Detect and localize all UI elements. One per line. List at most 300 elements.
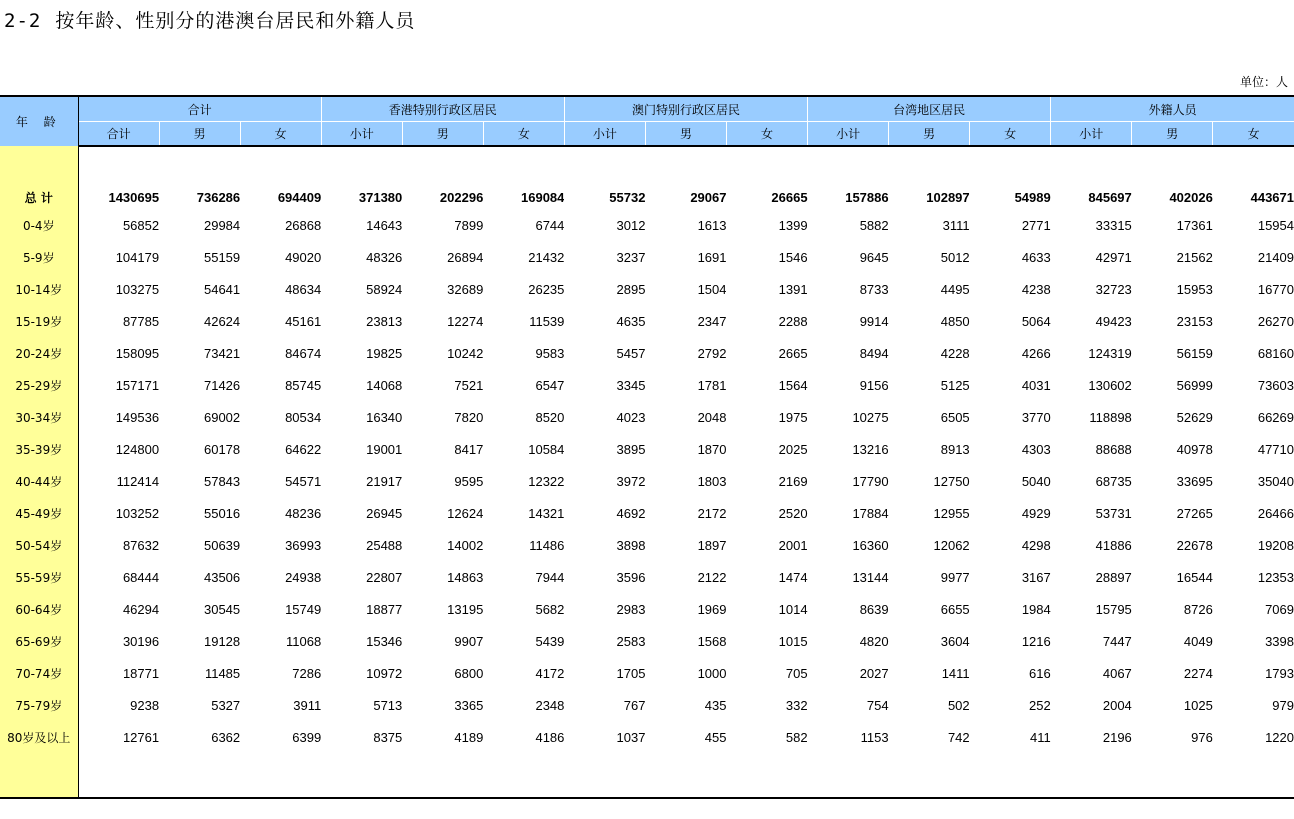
table-cell: 149536	[115, 409, 160, 425]
total-cell: 29067	[690, 189, 727, 205]
table-cell: 10275	[852, 409, 889, 425]
sub-header: 合计	[78, 122, 159, 147]
table-cell: 502	[947, 697, 970, 713]
table-cell: 45161	[285, 313, 322, 329]
table-row	[0, 561, 1294, 593]
group-header-macao: 澳门特别行政区居民	[564, 96, 807, 122]
table-cell: 8417	[454, 441, 484, 457]
table-cell: 1014	[778, 601, 808, 617]
table-cell: 4303	[1021, 441, 1051, 457]
table-cell: 9156	[859, 377, 889, 393]
table-cell: 15346	[366, 633, 403, 649]
table-cell: 435	[704, 697, 727, 713]
table-cell: 332	[785, 697, 808, 713]
table-cell: 1015	[778, 633, 808, 649]
table-cell: 6362	[211, 729, 241, 745]
table-cell: 13144	[852, 569, 889, 585]
table-cell: 4495	[940, 281, 970, 297]
table-cell: 5327	[211, 697, 241, 713]
table-cell: 68735	[1095, 473, 1132, 489]
total-cell: 26665	[771, 189, 808, 205]
age-group-label: 35-39岁	[0, 433, 78, 465]
total-cell: 54989	[1014, 189, 1051, 205]
total-cell: 1430695	[108, 189, 160, 205]
table-cell: 10584	[528, 441, 565, 457]
table-cell: 17790	[852, 473, 889, 489]
table-cell: 9238	[130, 697, 160, 713]
table-row	[0, 433, 1294, 465]
total-cell: 157886	[845, 189, 889, 205]
table-cell: 157171	[115, 377, 160, 393]
table-cell: 50639	[203, 537, 241, 553]
table-cell: 2274	[1183, 665, 1213, 681]
table-cell: 2895	[616, 281, 646, 297]
table-cell: 32689	[447, 281, 484, 297]
table-cell: 754	[866, 697, 889, 713]
table-cell: 3596	[616, 569, 646, 585]
table-cell: 1037	[616, 729, 646, 745]
table-cell: 1153	[860, 729, 889, 745]
sub-header-row	[0, 122, 1294, 147]
table-cell: 7069	[1265, 601, 1294, 617]
table-cell: 5882	[859, 217, 889, 233]
table-cell: 80534	[285, 409, 322, 425]
table-cell: 14863	[447, 569, 484, 585]
table-cell: 4929	[1021, 505, 1051, 521]
table-cell: 8520	[535, 409, 565, 425]
table-cell: 26270	[1257, 313, 1294, 329]
table-cell: 21562	[1176, 249, 1213, 265]
table-row	[0, 465, 1294, 497]
table-cell: 6655	[940, 601, 970, 617]
sub-header: 男	[402, 122, 483, 147]
table-cell: 40978	[1176, 441, 1213, 457]
age-group-label: 65-69岁	[0, 625, 78, 657]
table-cell: 1474	[778, 569, 808, 585]
table-cell: 43506	[203, 569, 241, 585]
table-cell: 3895	[616, 441, 646, 457]
table-cell: 26894	[447, 249, 484, 265]
table-cell: 4298	[1021, 537, 1051, 553]
table-cell: 47710	[1257, 441, 1294, 457]
table-row	[0, 497, 1294, 529]
table-cell: 2665	[778, 345, 808, 361]
table-cell: 49020	[285, 249, 322, 265]
table-cell: 55159	[203, 249, 241, 265]
table-cell: 12353	[1257, 569, 1294, 585]
table-cell: 23813	[366, 313, 403, 329]
table-cell: 56999	[1176, 377, 1213, 393]
table-row	[0, 369, 1294, 401]
table-cell: 19001	[366, 441, 403, 457]
table-cell: 11539	[529, 313, 565, 329]
sub-header: 男	[1132, 122, 1213, 147]
table-title: 按年龄、性别分的港澳台居民和外籍人员	[55, 10, 416, 32]
table-cell: 11485	[204, 665, 241, 681]
table-cell: 103252	[115, 505, 160, 521]
table-cell: 4049	[1183, 633, 1213, 649]
total-cell: 169084	[521, 189, 565, 205]
table-cell: 3604	[940, 633, 970, 649]
age-group-label: 70-74岁	[0, 657, 78, 689]
table-cell: 1025	[1183, 697, 1213, 713]
table-cell: 12322	[528, 473, 565, 489]
total-cell: 202296	[439, 189, 484, 205]
age-group-label: 5-9岁	[0, 241, 78, 273]
table-cell: 3237	[616, 249, 646, 265]
table-cell: 5064	[1021, 313, 1051, 329]
table-cell: 68444	[122, 569, 160, 585]
table-cell: 7521	[454, 377, 484, 393]
table-cell: 58924	[366, 281, 403, 297]
age-group-label: 60-64岁	[0, 593, 78, 625]
table-cell: 2027	[859, 665, 889, 681]
table-cell: 2520	[778, 505, 808, 521]
table-cell: 54571	[285, 473, 322, 489]
table-cell: 9914	[859, 313, 889, 329]
spacer-cell	[78, 146, 1294, 185]
group-header-foreigners: 外籍人员	[1051, 96, 1294, 122]
table-cell: 4820	[859, 633, 889, 649]
table-cell: 2122	[697, 569, 727, 585]
table-cell: 5125	[940, 377, 970, 393]
table-cell: 9977	[940, 569, 970, 585]
table-cell: 4633	[1021, 249, 1051, 265]
table-cell: 27265	[1176, 505, 1213, 521]
table-cell: 3770	[1021, 409, 1051, 425]
table-cell: 42624	[203, 313, 241, 329]
table-row	[0, 209, 1294, 241]
table-cell: 2792	[697, 345, 727, 361]
age-group-label: 40-44岁	[0, 465, 78, 497]
table-cell: 19128	[203, 633, 241, 649]
table-cell: 2048	[697, 409, 727, 425]
table-cell: 55016	[203, 505, 241, 521]
total-cell: 736286	[196, 189, 241, 205]
table-cell: 28897	[1095, 569, 1132, 585]
table-cell: 9907	[454, 633, 484, 649]
table-cell: 24938	[285, 569, 322, 585]
sub-header: 女	[240, 122, 321, 147]
table-cell: 1984	[1021, 601, 1051, 617]
sub-header: 女	[970, 122, 1051, 147]
table-cell: 124800	[115, 441, 160, 457]
age-group-label: 45-49岁	[0, 497, 78, 529]
table-cell: 12274	[447, 313, 484, 329]
table-cell: 12955	[933, 505, 970, 521]
table-cell: 1975	[778, 409, 808, 425]
table-cell: 85745	[285, 377, 322, 393]
table-cell: 1411	[941, 665, 970, 681]
table-cell: 64622	[285, 441, 322, 457]
table-cell: 57843	[203, 473, 241, 489]
table-cell: 19208	[1257, 537, 1294, 553]
table-cell: 4238	[1021, 281, 1051, 297]
table-cell: 1969	[697, 601, 727, 617]
sub-header: 小计	[321, 122, 402, 147]
age-group-label: 75-79岁	[0, 689, 78, 721]
table-cell: 3012	[616, 217, 646, 233]
table-cell: 705	[785, 665, 808, 681]
table-row	[0, 529, 1294, 561]
table-row	[0, 721, 1294, 753]
table-cell: 14002	[447, 537, 484, 553]
sub-header: 女	[483, 122, 564, 147]
table-cell: 1705	[616, 665, 646, 681]
table-cell: 1391	[778, 281, 808, 297]
sub-header: 小计	[564, 122, 645, 147]
table-cell: 17361	[1176, 217, 1213, 233]
table-cell: 4850	[940, 313, 970, 329]
table-cell: 3398	[1265, 633, 1294, 649]
statistics-table	[0, 95, 1294, 799]
table-cell: 2169	[778, 473, 808, 489]
table-cell: 16360	[852, 537, 889, 553]
table-cell: 2172	[697, 505, 727, 521]
table-cell: 112414	[116, 473, 160, 489]
table-row	[0, 273, 1294, 305]
table-cell: 23153	[1176, 313, 1213, 329]
table-row	[0, 401, 1294, 433]
table-cell: 118898	[1089, 409, 1132, 425]
table-cell: 73421	[203, 345, 241, 361]
total-cell: 55732	[609, 189, 646, 205]
age-cell	[0, 753, 78, 798]
table-cell: 15953	[1176, 281, 1213, 297]
table-cell: 582	[785, 729, 808, 745]
table-cell: 8733	[859, 281, 889, 297]
table-cell: 2348	[535, 697, 565, 713]
table-cell: 49423	[1095, 313, 1132, 329]
table-cell: 46294	[122, 601, 160, 617]
table-cell: 42971	[1095, 249, 1132, 265]
table-cell: 104179	[115, 249, 160, 265]
table-cell: 53731	[1095, 505, 1132, 521]
table-cell: 13216	[852, 441, 889, 457]
sub-header: 男	[889, 122, 970, 147]
table-cell: 1546	[778, 249, 808, 265]
table-cell: 4692	[616, 505, 646, 521]
table-cell: 84674	[285, 345, 322, 361]
sub-header: 男	[645, 122, 726, 147]
table-cell: 455	[704, 729, 727, 745]
table-row	[0, 689, 1294, 721]
group-header-row	[0, 96, 1294, 122]
table-cell: 10242	[447, 345, 484, 361]
table-cell: 14321	[528, 505, 565, 521]
table-cell: 60178	[203, 441, 241, 457]
table-cell: 17884	[852, 505, 889, 521]
table-cell: 1870	[697, 441, 727, 457]
table-cell: 12761	[122, 729, 160, 745]
table-cell: 9645	[859, 249, 889, 265]
table-cell: 1803	[697, 473, 727, 489]
sub-header: 女	[1213, 122, 1294, 147]
sub-header: 男	[159, 122, 240, 147]
table-row	[0, 305, 1294, 337]
table-cell: 52629	[1176, 409, 1213, 425]
table-cell: 6505	[940, 409, 970, 425]
page-title	[4, 6, 415, 33]
total-cell: 845697	[1088, 189, 1132, 205]
table-cell: 2025	[778, 441, 808, 457]
table-cell: 2288	[778, 313, 808, 329]
table-cell: 6399	[292, 729, 322, 745]
table-cell: 48634	[285, 281, 322, 297]
table-cell: 15749	[285, 601, 322, 617]
table-cell: 10972	[366, 665, 403, 681]
table-cell: 3111	[942, 217, 970, 233]
table-cell: 4228	[940, 345, 970, 361]
table-cell: 21409	[1257, 249, 1294, 265]
total-cell: 402026	[1169, 189, 1213, 205]
table-cell: 4067	[1102, 665, 1132, 681]
table-cell: 124319	[1088, 345, 1132, 361]
table-cell: 2347	[697, 313, 727, 329]
table-cell: 18771	[122, 665, 160, 681]
table-cell: 68160	[1257, 345, 1294, 361]
table-cell: 33315	[1095, 217, 1132, 233]
table-cell: 1613	[697, 217, 727, 233]
total-cell: 102897	[926, 189, 970, 205]
group-header-total: 合计	[78, 96, 321, 122]
table-cell: 616	[1029, 665, 1051, 681]
table-cell: 158095	[115, 345, 160, 361]
table-cell: 9595	[454, 473, 484, 489]
table-cell: 1000	[697, 665, 727, 681]
sub-header: 小计	[1051, 122, 1132, 147]
table-cell: 2001	[778, 537, 808, 553]
table-cell: 13195	[447, 601, 484, 617]
table-cell: 7944	[535, 569, 565, 585]
table-cell: 6744	[535, 217, 565, 233]
table-cell: 56159	[1176, 345, 1213, 361]
table-cell: 30545	[203, 601, 241, 617]
age-cell	[0, 146, 78, 185]
table-cell: 742	[947, 729, 970, 745]
table-cell: 1781	[697, 377, 727, 393]
table-cell: 8726	[1183, 601, 1213, 617]
table-cell: 1691	[697, 249, 727, 265]
table-cell: 87632	[122, 537, 160, 553]
table-cell: 4031	[1021, 377, 1051, 393]
table-cell: 2983	[616, 601, 646, 617]
table-cell: 14643	[366, 217, 403, 233]
total-row	[0, 185, 1294, 209]
table-cell: 7447	[1102, 633, 1132, 649]
table-cell: 2004	[1102, 697, 1132, 713]
table-cell: 32723	[1095, 281, 1132, 297]
table-cell: 21917	[366, 473, 403, 489]
age-group-label: 50-54岁	[0, 529, 78, 561]
table-cell: 5040	[1021, 473, 1051, 489]
table-cell: 15954	[1257, 217, 1294, 233]
table-cell: 1793	[1265, 665, 1294, 681]
table-cell: 11486	[529, 537, 565, 553]
table-cell: 6800	[454, 665, 484, 681]
table-cell: 69002	[203, 409, 241, 425]
table-cell: 5713	[373, 697, 403, 713]
age-group-label: 10-14岁	[0, 273, 78, 305]
sub-header: 小计	[808, 122, 889, 147]
table-cell: 4172	[535, 665, 565, 681]
age-group-label: 15-19岁	[0, 305, 78, 337]
table-cell: 767	[623, 697, 646, 713]
table-row	[0, 337, 1294, 369]
table-cell: 5682	[535, 601, 565, 617]
table-cell: 3898	[616, 537, 646, 553]
table-cell: 1568	[697, 633, 727, 649]
unit-label: 单位：人	[1239, 75, 1288, 89]
total-cell: 371380	[358, 189, 403, 205]
sub-header: 女	[726, 122, 807, 147]
table-cell: 3167	[1021, 569, 1051, 585]
table-cell: 56852	[122, 217, 160, 233]
table-cell: 7286	[292, 665, 322, 681]
table-cell: 12624	[447, 505, 484, 521]
table-row	[0, 625, 1294, 657]
table-cell: 8913	[940, 441, 970, 457]
table-cell: 9583	[535, 345, 565, 361]
spacer-row	[0, 146, 1294, 185]
table-cell: 26466	[1257, 505, 1294, 521]
table-cell: 66269	[1257, 409, 1294, 425]
table-cell: 88688	[1095, 441, 1132, 457]
table-cell: 26235	[528, 281, 565, 297]
table-cell: 103275	[115, 281, 160, 297]
group-header-taiwan: 台湾地区居民	[808, 96, 1051, 122]
table-cell: 8639	[859, 601, 889, 617]
table-cell: 48236	[285, 505, 322, 521]
table-row	[0, 241, 1294, 273]
table-cell: 4266	[1021, 345, 1051, 361]
table-cell: 6547	[535, 377, 565, 393]
table-cell: 22678	[1176, 537, 1213, 553]
total-cell: 694409	[277, 189, 322, 205]
total-cell: 443671	[1250, 189, 1294, 205]
age-group-label: 20-24岁	[0, 337, 78, 369]
table-cell: 252	[1029, 697, 1051, 713]
table-cell: 1399	[778, 217, 808, 233]
table-cell: 8494	[859, 345, 889, 361]
table-cell: 5012	[940, 249, 970, 265]
table-cell: 19825	[366, 345, 403, 361]
table-cell: 1564	[778, 377, 808, 393]
group-header-hongkong: 香港特别行政区居民	[321, 96, 564, 122]
table-cell: 21432	[528, 249, 565, 265]
table-cell: 41886	[1095, 537, 1132, 553]
age-group-label: 80岁及以上	[0, 721, 78, 753]
table-cell: 8375	[373, 729, 403, 745]
table-cell: 35040	[1257, 473, 1294, 489]
table-cell: 26945	[366, 505, 403, 521]
table-cell: 1504	[697, 281, 727, 297]
table-number: 2-2	[4, 10, 42, 32]
table-cell: 48326	[366, 249, 403, 265]
table-cell: 12750	[933, 473, 970, 489]
table-cell: 3345	[616, 377, 646, 393]
table-end-row	[0, 753, 1294, 798]
age-group-label: 25-29岁	[0, 369, 78, 401]
table-cell: 979	[1272, 697, 1294, 713]
table-cell: 4189	[454, 729, 484, 745]
table-cell: 12062	[933, 537, 970, 553]
table-cell: 15795	[1095, 601, 1132, 617]
table-cell: 26868	[285, 217, 322, 233]
table-cell: 25488	[366, 537, 403, 553]
age-column-header: 年 龄	[0, 96, 78, 146]
spacer-cell	[78, 753, 1294, 798]
